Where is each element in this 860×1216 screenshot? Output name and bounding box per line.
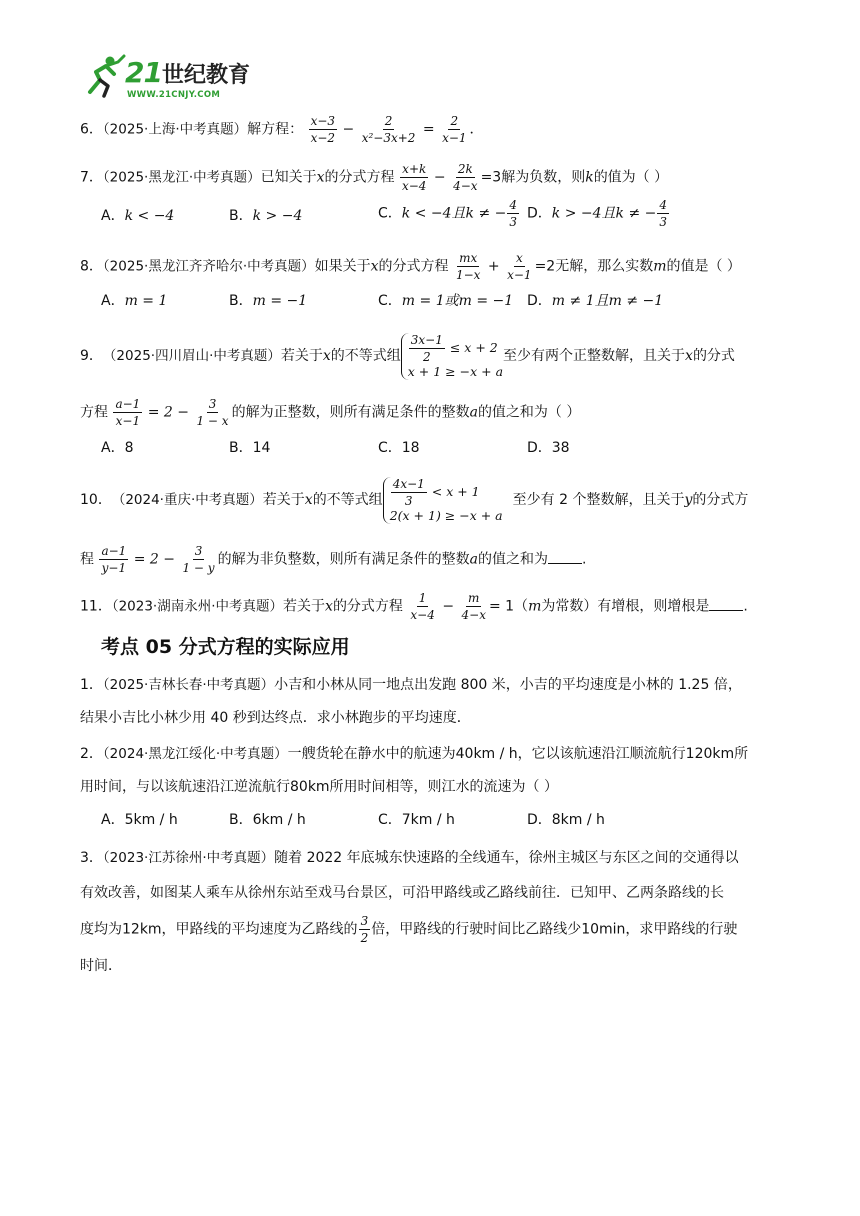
question-7: 7．（2025·黑龙江·中考真题）已知关于x的分式方程 $\frac{x+k}{x-4}$ − $\frac{2k}{4-x}$ =3解为负数，则k的值为（ ） xyxy=(80,162,669,193)
q8-option-c: C．m = 1或m = −1 xyxy=(378,293,514,309)
q9-option-c: C．18 xyxy=(378,440,420,456)
problem-3-line-2: 有效改善，如图某人乘车从徐州东站至戏马台景区，可沿甲路线或乙路线前往．已知甲、乙两条路线的长 xyxy=(80,885,724,901)
question-10-line-2: 程 $\frac{a-1}{y-1}$ = 2 − $\frac{3}{1 - y}$ 的解为非负整数，则所有满足条件的整数a的值之和为 . xyxy=(80,544,587,575)
question-10: 10． （2024·重庆·中考真题） 若关于 x 的不等式组 $\frac{4x-1}{3}$ < x + 1 2(x + 1) ≥ −x + a 至少有 2 个整数解，且关于 y 的分式方 xyxy=(80,476,749,523)
section-heading: 考点 05 分式方程的实际应用 xyxy=(101,636,350,658)
publisher-logo xyxy=(80,54,255,104)
q8-option-d: D．m ≠ 1且m ≠ −1 xyxy=(527,293,664,309)
q7-option-b: B．k > −4 xyxy=(229,208,303,224)
problem-2-line-1: 2．（2024·黑龙江绥化·中考真题）一艘货轮在静水中的航速为40km / h，它以该航速沿江顺流航行120km所 xyxy=(80,746,749,762)
q9-option-a: A．8 xyxy=(101,440,134,456)
question-9: 9． （2025·四川眉山·中考真题） 若关于 x 的不等式组 $\frac{3x-1}{2}$ ≤ x + 2 x + 1 ≥ −x + a 至少有两个正整数解，且关于 x 的分式 xyxy=(80,332,735,379)
logo-url: WWW.21CNJY.COM xyxy=(127,90,221,100)
problem-3-line-4: 时间． xyxy=(80,958,122,974)
answer-blank xyxy=(548,549,582,564)
answer-blank xyxy=(709,596,743,611)
problem-2-line-2: 用时间，与以该航速沿江逆流航行80km所用时间相等，则江水的流速为（ ） xyxy=(80,779,559,795)
q8-option-b: B．m = −1 xyxy=(229,293,308,309)
inequality-system: $\frac{3x-1}{2}$ ≤ x + 2 x + 1 ≥ −x + a xyxy=(401,333,503,380)
question-11: 11．（2023·湖南永州·中考真题）若关于x的分式方程 $\frac{1}{x-4}$ − $\frac{m}{4-x}$ = 1（m为常数）有增根，则增根是 . xyxy=(80,591,748,622)
q8-option-a: A．m = 1 xyxy=(101,293,168,309)
inequality-system: $\frac{4x-1}{3}$ < x + 1 2(x + 1) ≥ −x + a xyxy=(383,477,503,524)
q7-option-c: C．k < −4且k ≠ − $\frac{4}{3}$ xyxy=(378,198,518,229)
problem-3-line-3: 度均为12km，甲路线的平均速度为乙路线的 $\frac{3}{2}$ 倍，甲路线的行驶时间比乙路线少10min，求甲路线的行驶 xyxy=(80,914,738,945)
question-8: 8．（2025·黑龙江齐齐哈尔·中考真题）如果关于x的分式方程 $\frac{mx}{1-x}$ + $\frac{x}{x-1}$ =2无解，那么实数m的值是（ ） xyxy=(80,251,741,282)
question-6: 6．（2025·上海·中考真题）解方程： $\frac{x-3}{x-2}$ − $\frac{2}{\text{x²−3x+2}}$ = $\frac{2}{x-1}$ ． xyxy=(80,114,484,145)
q7-option-a: A．k < −4 xyxy=(101,208,175,224)
p2-option-a: A．5km / h xyxy=(101,812,178,828)
problem-1-line-2: 结果小吉比小林少用 40 秒到达终点．求小林跑步的平均速度． xyxy=(80,710,471,726)
p2-option-c: C．7km / h xyxy=(378,812,455,828)
question-9-line-2: 方程 $\frac{a-1}{x-1}$ = 2 − $\frac{3}{1 - x}$ 的解为正整数，则所有满足条件的整数a的值之和为（ ） xyxy=(80,397,581,428)
runner-icon xyxy=(80,54,126,100)
p2-option-b: B．6km / h xyxy=(229,812,306,828)
q9-option-d: D．38 xyxy=(527,440,570,456)
q9-option-b: B．14 xyxy=(229,440,271,456)
q7-option-d: D．k > −4且k ≠ − $\frac{4}{3}$ xyxy=(527,198,668,229)
problem-1-line-1: 1．（2025·吉林长春·中考真题）小吉和小林从同一地点出发跑 800 米，小吉的平均速度是小林的 1.25 倍， xyxy=(80,677,742,693)
logo-wordmark: 21世纪教育 xyxy=(125,56,250,89)
problem-3-line-1: 3．（2023·江苏徐州·中考真题）随着 2022 年底城东快速路的全线通车，徐州主城区与东区之间的交通得以 xyxy=(80,850,739,866)
p2-option-d: D．8km / h xyxy=(527,812,605,828)
